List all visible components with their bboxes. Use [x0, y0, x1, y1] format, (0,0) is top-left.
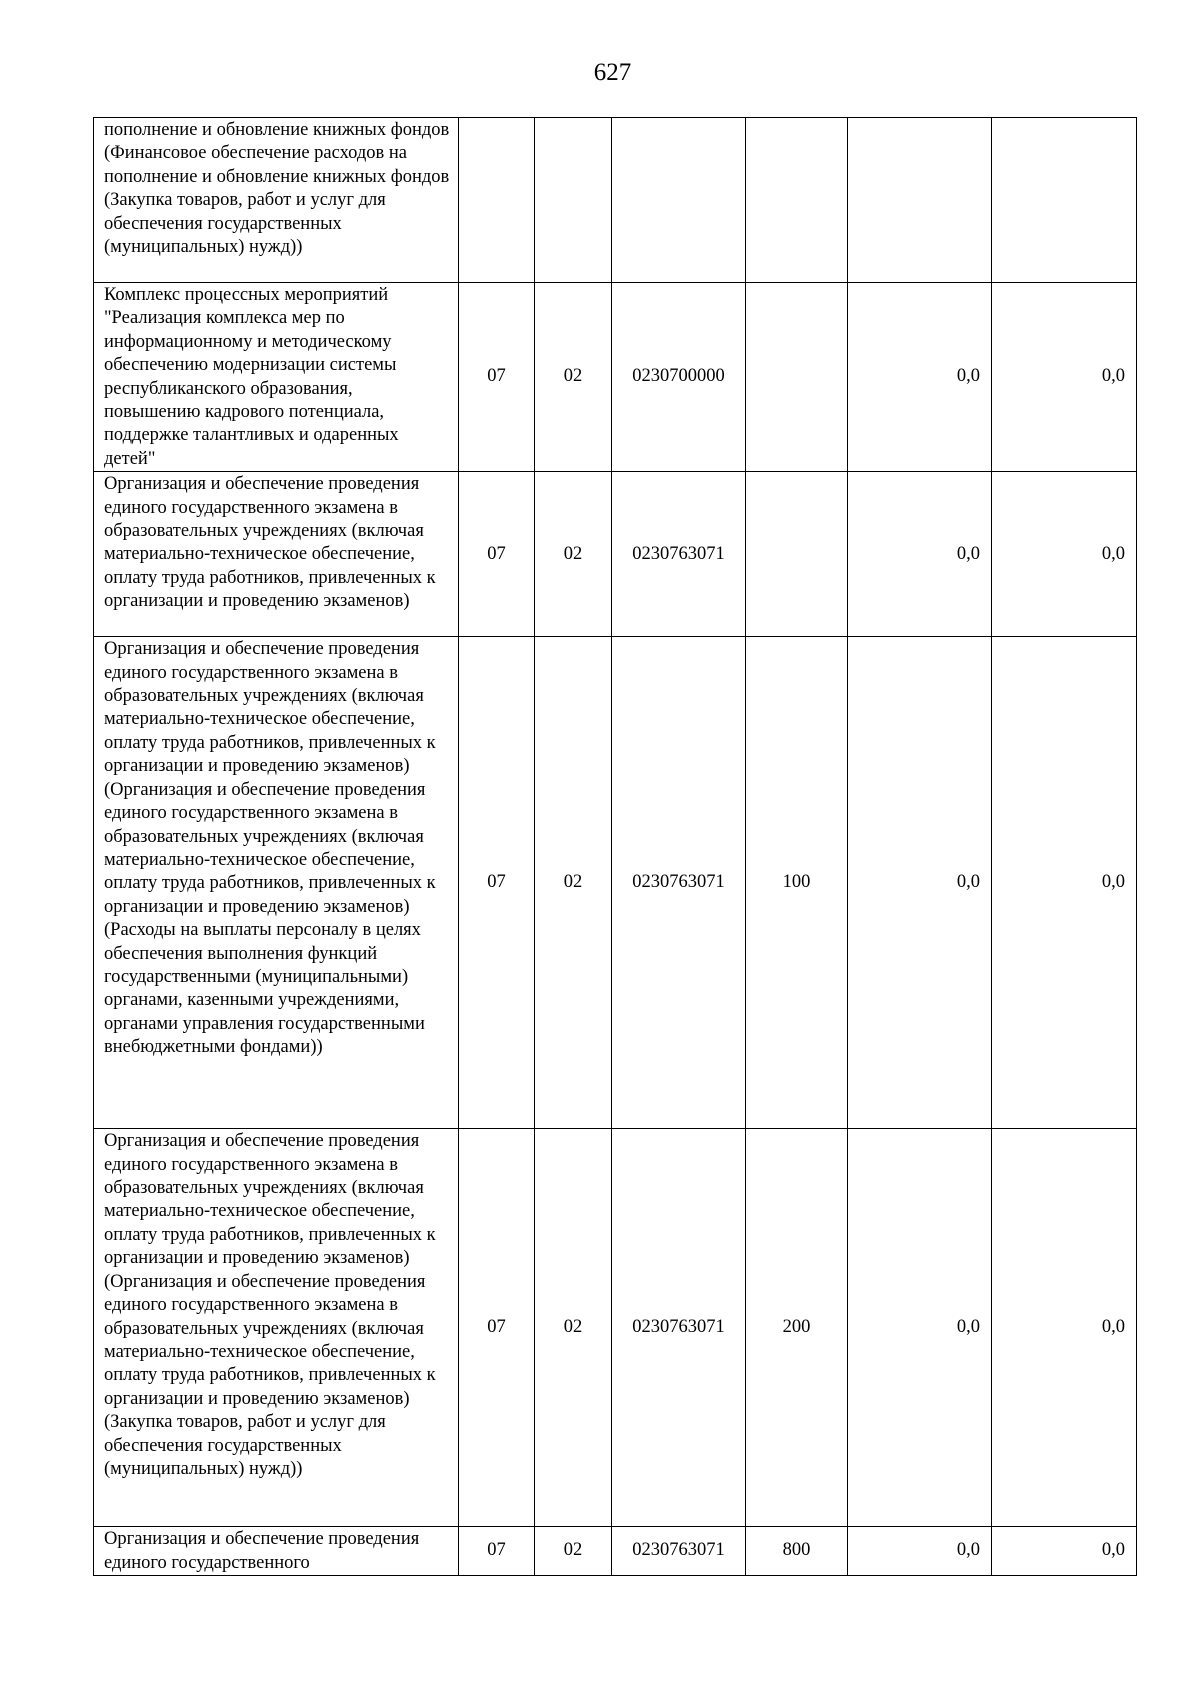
target-article-cell: 0230763071 — [612, 637, 746, 1129]
expense-type-cell — [746, 118, 848, 283]
subsection-cell — [535, 118, 612, 283]
target-article-cell: 0230763071 — [612, 1129, 746, 1527]
row-description: Организация и обеспечение проведения единого государственного — [94, 1527, 459, 1576]
subsection-cell: 02 — [535, 472, 612, 637]
table-row — [94, 472, 1137, 637]
section-cell: 07 — [459, 1527, 535, 1576]
amount-2-cell: 0,0 — [992, 1527, 1137, 1576]
section-cell: 07 — [459, 283, 535, 472]
table-row — [94, 637, 1137, 1129]
subsection-cell: 02 — [535, 637, 612, 1129]
target-article-cell: 0230763071 — [612, 472, 746, 637]
target-article-cell — [612, 118, 746, 283]
table-row — [94, 283, 1137, 472]
section-cell: 07 — [459, 1129, 535, 1527]
row-description: Организация и обеспечение проведения единого государственного экзамена в образовательных учреждениях (включая материально-техническое обеспечение, оплату труда работников, привлеченных к организации и проведению экзаменов) (Организация и обеспечение проведения единого государственного экзамена в образовательных учреждениях (включая материально-техническое обеспечение, оплату труда работников, привлеченных к организации и проведению экзаменов) (Закупка товаров, работ и услуг для обеспечения государственных (муниципальных) нужд)) — [94, 1129, 459, 1527]
row-description: пополнение и обновление книжных фондов (Финансовое обеспечение расходов на пополнение и обновление книжных фондов (Закупка товаров, работ и услуг для обеспечения государственных (муниципальных) нужд)) — [94, 118, 459, 283]
amount-1-cell: 0,0 — [848, 472, 992, 637]
amount-2-cell: 0,0 — [992, 472, 1137, 637]
table-row — [94, 118, 1137, 283]
section-cell: 07 — [459, 472, 535, 637]
subsection-cell: 02 — [535, 1527, 612, 1576]
target-article-cell: 0230700000 — [612, 283, 746, 472]
amount-1-cell — [848, 118, 992, 283]
subsection-cell: 02 — [535, 283, 612, 472]
amount-2-cell: 0,0 — [992, 283, 1137, 472]
page-number: 627 — [593, 59, 632, 86]
amount-2-cell: 0,0 — [992, 637, 1137, 1129]
section-cell — [459, 118, 535, 283]
expense-type-cell — [746, 472, 848, 637]
subsection-cell: 02 — [535, 1129, 612, 1527]
table-row — [94, 1129, 1137, 1527]
amount-1-cell: 0,0 — [848, 1129, 992, 1527]
target-article-cell: 0230763071 — [612, 1527, 746, 1576]
budget-table — [93, 117, 1137, 1576]
row-description: Организация и обеспечение проведения единого государственного экзамена в образовательных учреждениях (включая материально-техническое обеспечение, оплату труда работников, привлеченных к организации и проведению экзаменов) — [94, 472, 459, 637]
row-description: Комплекс процессных мероприятий "Реализация комплекса мер по информационному и методическому обеспечению модернизации системы республиканского образования, повышению кадрового потенциала, поддержке талантливых и одаренных детей" — [94, 283, 459, 472]
amount-2-cell: 0,0 — [992, 1129, 1137, 1527]
expense-type-cell: 200 — [746, 1129, 848, 1527]
section-cell: 07 — [459, 637, 535, 1129]
row-description: Организация и обеспечение проведения единого государственного экзамена в образовательных учреждениях (включая материально-техническое обеспечение, оплату труда работников, привлеченных к организации и проведению экзаменов) (Организация и обеспечение проведения единого государственного экзамена в образовательных учреждениях (включая материально-техническое обеспечение, оплату труда работников, привлеченных к организации и проведению экзаменов) (Расходы на выплаты персоналу в целях обеспечения выполнения функций государственными (муниципальными) органами, казенными учреждениями, органами управления государственными внебюджетными фондами)) — [94, 637, 459, 1129]
table-row — [94, 1527, 1137, 1576]
amount-2-cell — [992, 118, 1137, 283]
amount-1-cell: 0,0 — [848, 283, 992, 472]
amount-1-cell: 0,0 — [848, 1527, 992, 1576]
expense-type-cell — [746, 283, 848, 472]
amount-1-cell: 0,0 — [848, 637, 992, 1129]
expense-type-cell: 800 — [746, 1527, 848, 1576]
expense-type-cell: 100 — [746, 637, 848, 1129]
